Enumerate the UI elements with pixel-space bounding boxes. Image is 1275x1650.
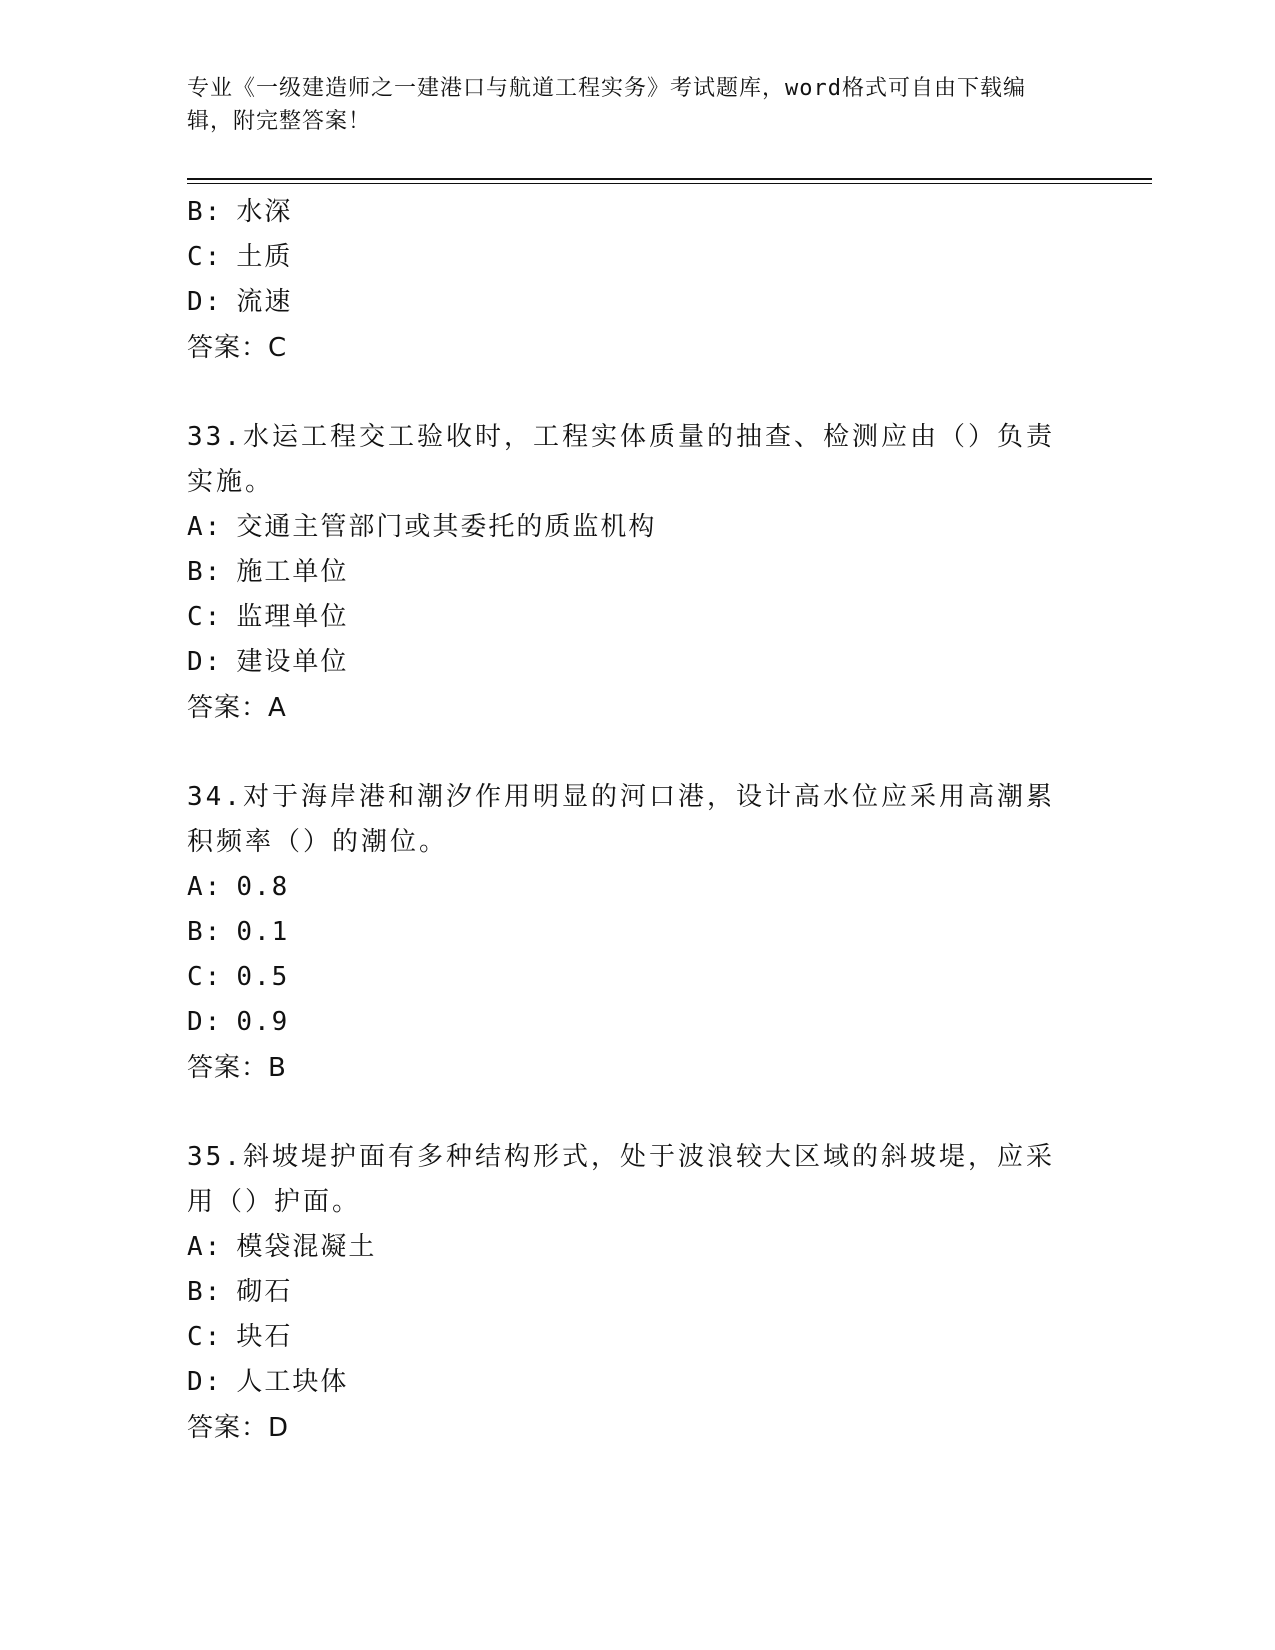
option-d [187, 280, 1067, 325]
option-text: 流速 [236, 287, 293, 317]
option-c [187, 595, 1067, 640]
option-text: 人工块体 [236, 1367, 349, 1397]
question-list [187, 190, 1067, 1452]
option-a [187, 1225, 1067, 1270]
page-header: 专业《一级建造师之一建港口与航道工程实务》考试题库，word格式可自由下载编辑，附完整答案！ [187, 76, 1026, 134]
answer-line: 答案：A [187, 693, 287, 723]
option-label: C: [187, 1322, 223, 1352]
question-continuation [187, 190, 1067, 372]
option-text: 块石 [236, 1322, 293, 1352]
option-b [187, 1270, 1067, 1315]
option-label: D: [187, 1007, 223, 1037]
option-label: B: [187, 197, 223, 227]
option-label: B: [187, 917, 223, 947]
option-d [187, 640, 1067, 685]
option-label: C: [187, 242, 223, 272]
answer-line: 答案：D [187, 1413, 290, 1443]
option-label: B: [187, 557, 223, 587]
option-b [187, 910, 1067, 955]
option-label: A: [187, 1232, 223, 1262]
option-label: A: [187, 872, 223, 902]
option-c [187, 1315, 1067, 1360]
option-text: 施工单位 [236, 557, 349, 587]
option-label: C: [187, 602, 223, 632]
option-c [187, 235, 1067, 280]
option-text: 建设单位 [236, 647, 349, 677]
option-b [187, 190, 1067, 235]
option-text: 砌石 [236, 1277, 293, 1307]
option-d [187, 1360, 1067, 1405]
option-c [187, 955, 1067, 1000]
option-label: A: [187, 512, 223, 542]
option-text: 0.1 [236, 917, 290, 947]
option-label: D: [187, 287, 223, 317]
question-stem: 35.斜坡堤护面有多种结构形式，处于波浪较大区域的斜坡堤，应采用（）护面。 [187, 1142, 1055, 1217]
option-b [187, 550, 1067, 595]
answer-line: 答案：B [187, 1053, 287, 1083]
option-text: 0.9 [236, 1007, 290, 1037]
question-33 [187, 415, 1067, 732]
option-text: 模袋混凝土 [236, 1232, 377, 1262]
header-divider [187, 178, 1152, 184]
question-stem: 33.水运工程交工验收时，工程实体质量的抽查、检测应由（）负责实施。 [187, 422, 1055, 497]
option-text: 监理单位 [236, 602, 349, 632]
answer-line: 答案：C [187, 333, 288, 363]
option-text: 0.5 [236, 962, 290, 992]
option-text: 0.8 [236, 872, 290, 902]
question-34 [187, 775, 1067, 1092]
option-a [187, 865, 1067, 910]
option-label: D: [187, 647, 223, 677]
option-text: 水深 [236, 197, 293, 227]
option-d [187, 1000, 1067, 1045]
question-stem: 34.对于海岸港和潮汐作用明显的河口港，设计高水位应采用高潮累积频率（）的潮位。 [187, 782, 1055, 857]
option-a [187, 505, 1067, 550]
option-text: 土质 [236, 242, 293, 272]
question-35 [187, 1135, 1067, 1452]
option-text: 交通主管部门或其委托的质监机构 [236, 512, 657, 542]
option-label: B: [187, 1277, 223, 1307]
option-label: C: [187, 962, 223, 992]
option-label: D: [187, 1367, 223, 1397]
